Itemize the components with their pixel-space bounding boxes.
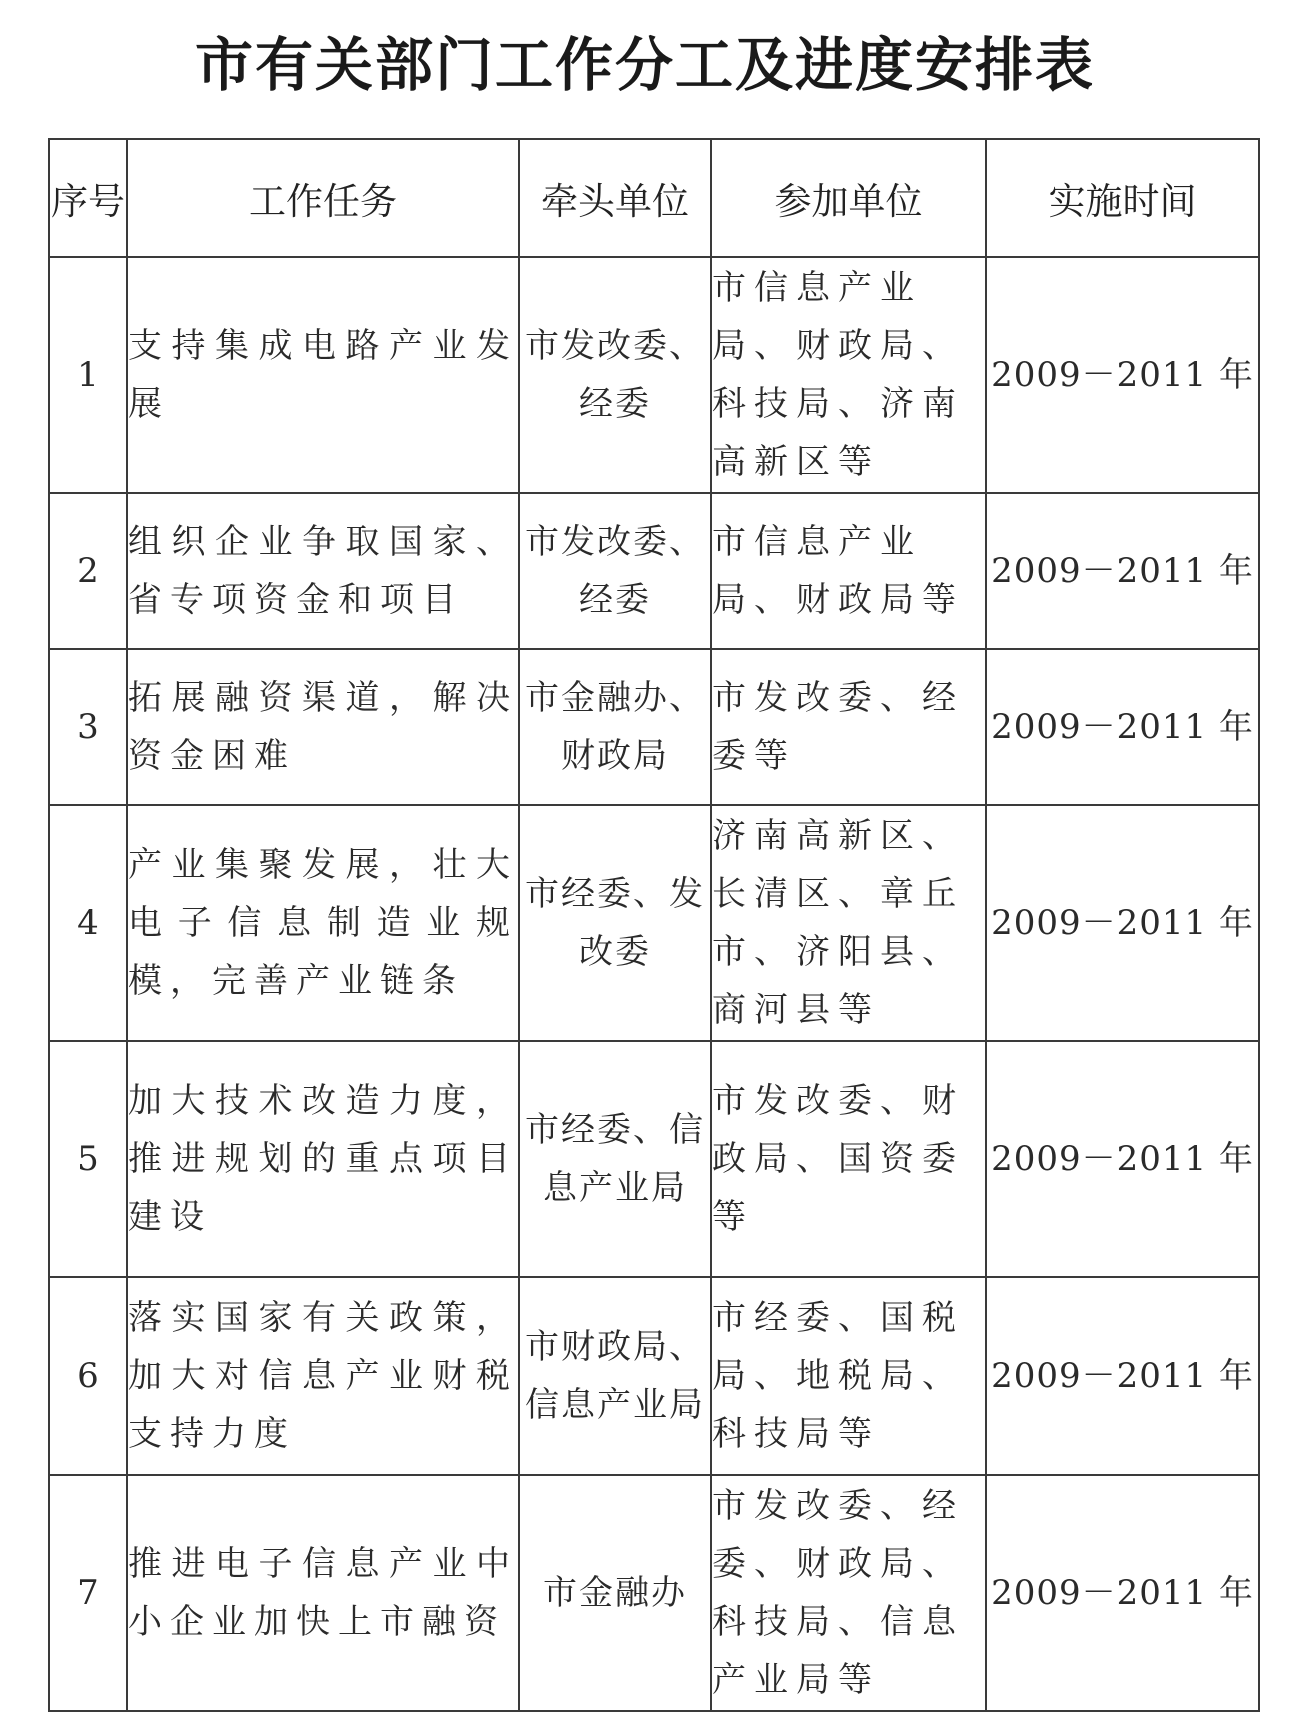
row-seq: 3 <box>49 649 127 805</box>
row-seq: 7 <box>49 1475 127 1711</box>
row-lead-unit: 市发改委、经委 <box>519 493 711 649</box>
row-participants: 市信息产业局、财政局等 <box>711 493 986 649</box>
row-lead-unit: 市经委、发改委 <box>519 805 711 1041</box>
table-row <box>49 257 1259 493</box>
table-row <box>49 493 1259 649</box>
row-lead-unit: 市发改委、经委 <box>519 257 711 493</box>
row-participants: 市经委、国税局、地税局、科技局等 <box>711 1277 986 1475</box>
row-lead-unit: 市金融办、财政局 <box>519 649 711 805</box>
header-participants: 参加单位 <box>711 139 986 257</box>
row-time: 2009－2011 年 <box>986 493 1259 649</box>
row-task: 加大技术改造力度，推进规划的重点项目建设 <box>127 1041 519 1277</box>
table-row <box>49 1277 1259 1475</box>
row-seq: 6 <box>49 1277 127 1475</box>
row-time: 2009－2011 年 <box>986 257 1259 493</box>
row-seq: 4 <box>49 805 127 1041</box>
table-header-row <box>49 139 1259 257</box>
row-time: 2009－2011 年 <box>986 1475 1259 1711</box>
table-row <box>49 649 1259 805</box>
row-seq: 1 <box>49 257 127 493</box>
row-time: 2009－2011 年 <box>986 1277 1259 1475</box>
row-participants: 市发改委、经委、财政局、科技局、信息产业局等 <box>711 1475 986 1711</box>
row-time: 2009－2011 年 <box>986 649 1259 805</box>
table-row <box>49 1041 1259 1277</box>
header-seq: 序号 <box>49 139 127 257</box>
row-task: 推进电子信息产业中小企业加快上市融资 <box>127 1475 519 1711</box>
row-task: 拓展融资渠道，解决资金困难 <box>127 649 519 805</box>
row-participants: 市发改委、经委等 <box>711 649 986 805</box>
row-task: 落实国家有关政策，加大对信息产业财税支持力度 <box>127 1277 519 1475</box>
work-division-table <box>48 138 1260 1712</box>
row-lead-unit: 市金融办 <box>519 1475 711 1711</box>
table-row <box>49 805 1259 1041</box>
row-task: 组织企业争取国家、省专项资金和项目 <box>127 493 519 649</box>
row-participants: 市信息产业局、财政局、科技局、济南高新区等 <box>711 257 986 493</box>
row-lead-unit: 市财政局、信息产业局 <box>519 1277 711 1475</box>
row-task: 产业集聚发展，壮大电子信息制造业规模，完善产业链条 <box>127 805 519 1041</box>
page-title: 市有关部门工作分工及进度安排表 <box>194 31 1095 99</box>
header-lead: 牵头单位 <box>519 139 711 257</box>
header-task: 工作任务 <box>127 139 519 257</box>
row-participants: 市发改委、财政局、国资委等 <box>711 1041 986 1277</box>
table-row <box>49 1475 1259 1711</box>
row-seq: 5 <box>49 1041 127 1277</box>
row-time: 2009－2011 年 <box>986 1041 1259 1277</box>
row-lead-unit: 市经委、信息产业局 <box>519 1041 711 1277</box>
row-time: 2009－2011 年 <box>986 805 1259 1041</box>
row-task: 支持集成电路产业发展 <box>127 257 519 493</box>
row-seq: 2 <box>49 493 127 649</box>
row-participants: 济南高新区、长清区、章丘市、济阳县、商河县等 <box>711 805 986 1041</box>
header-time: 实施时间 <box>986 139 1259 257</box>
